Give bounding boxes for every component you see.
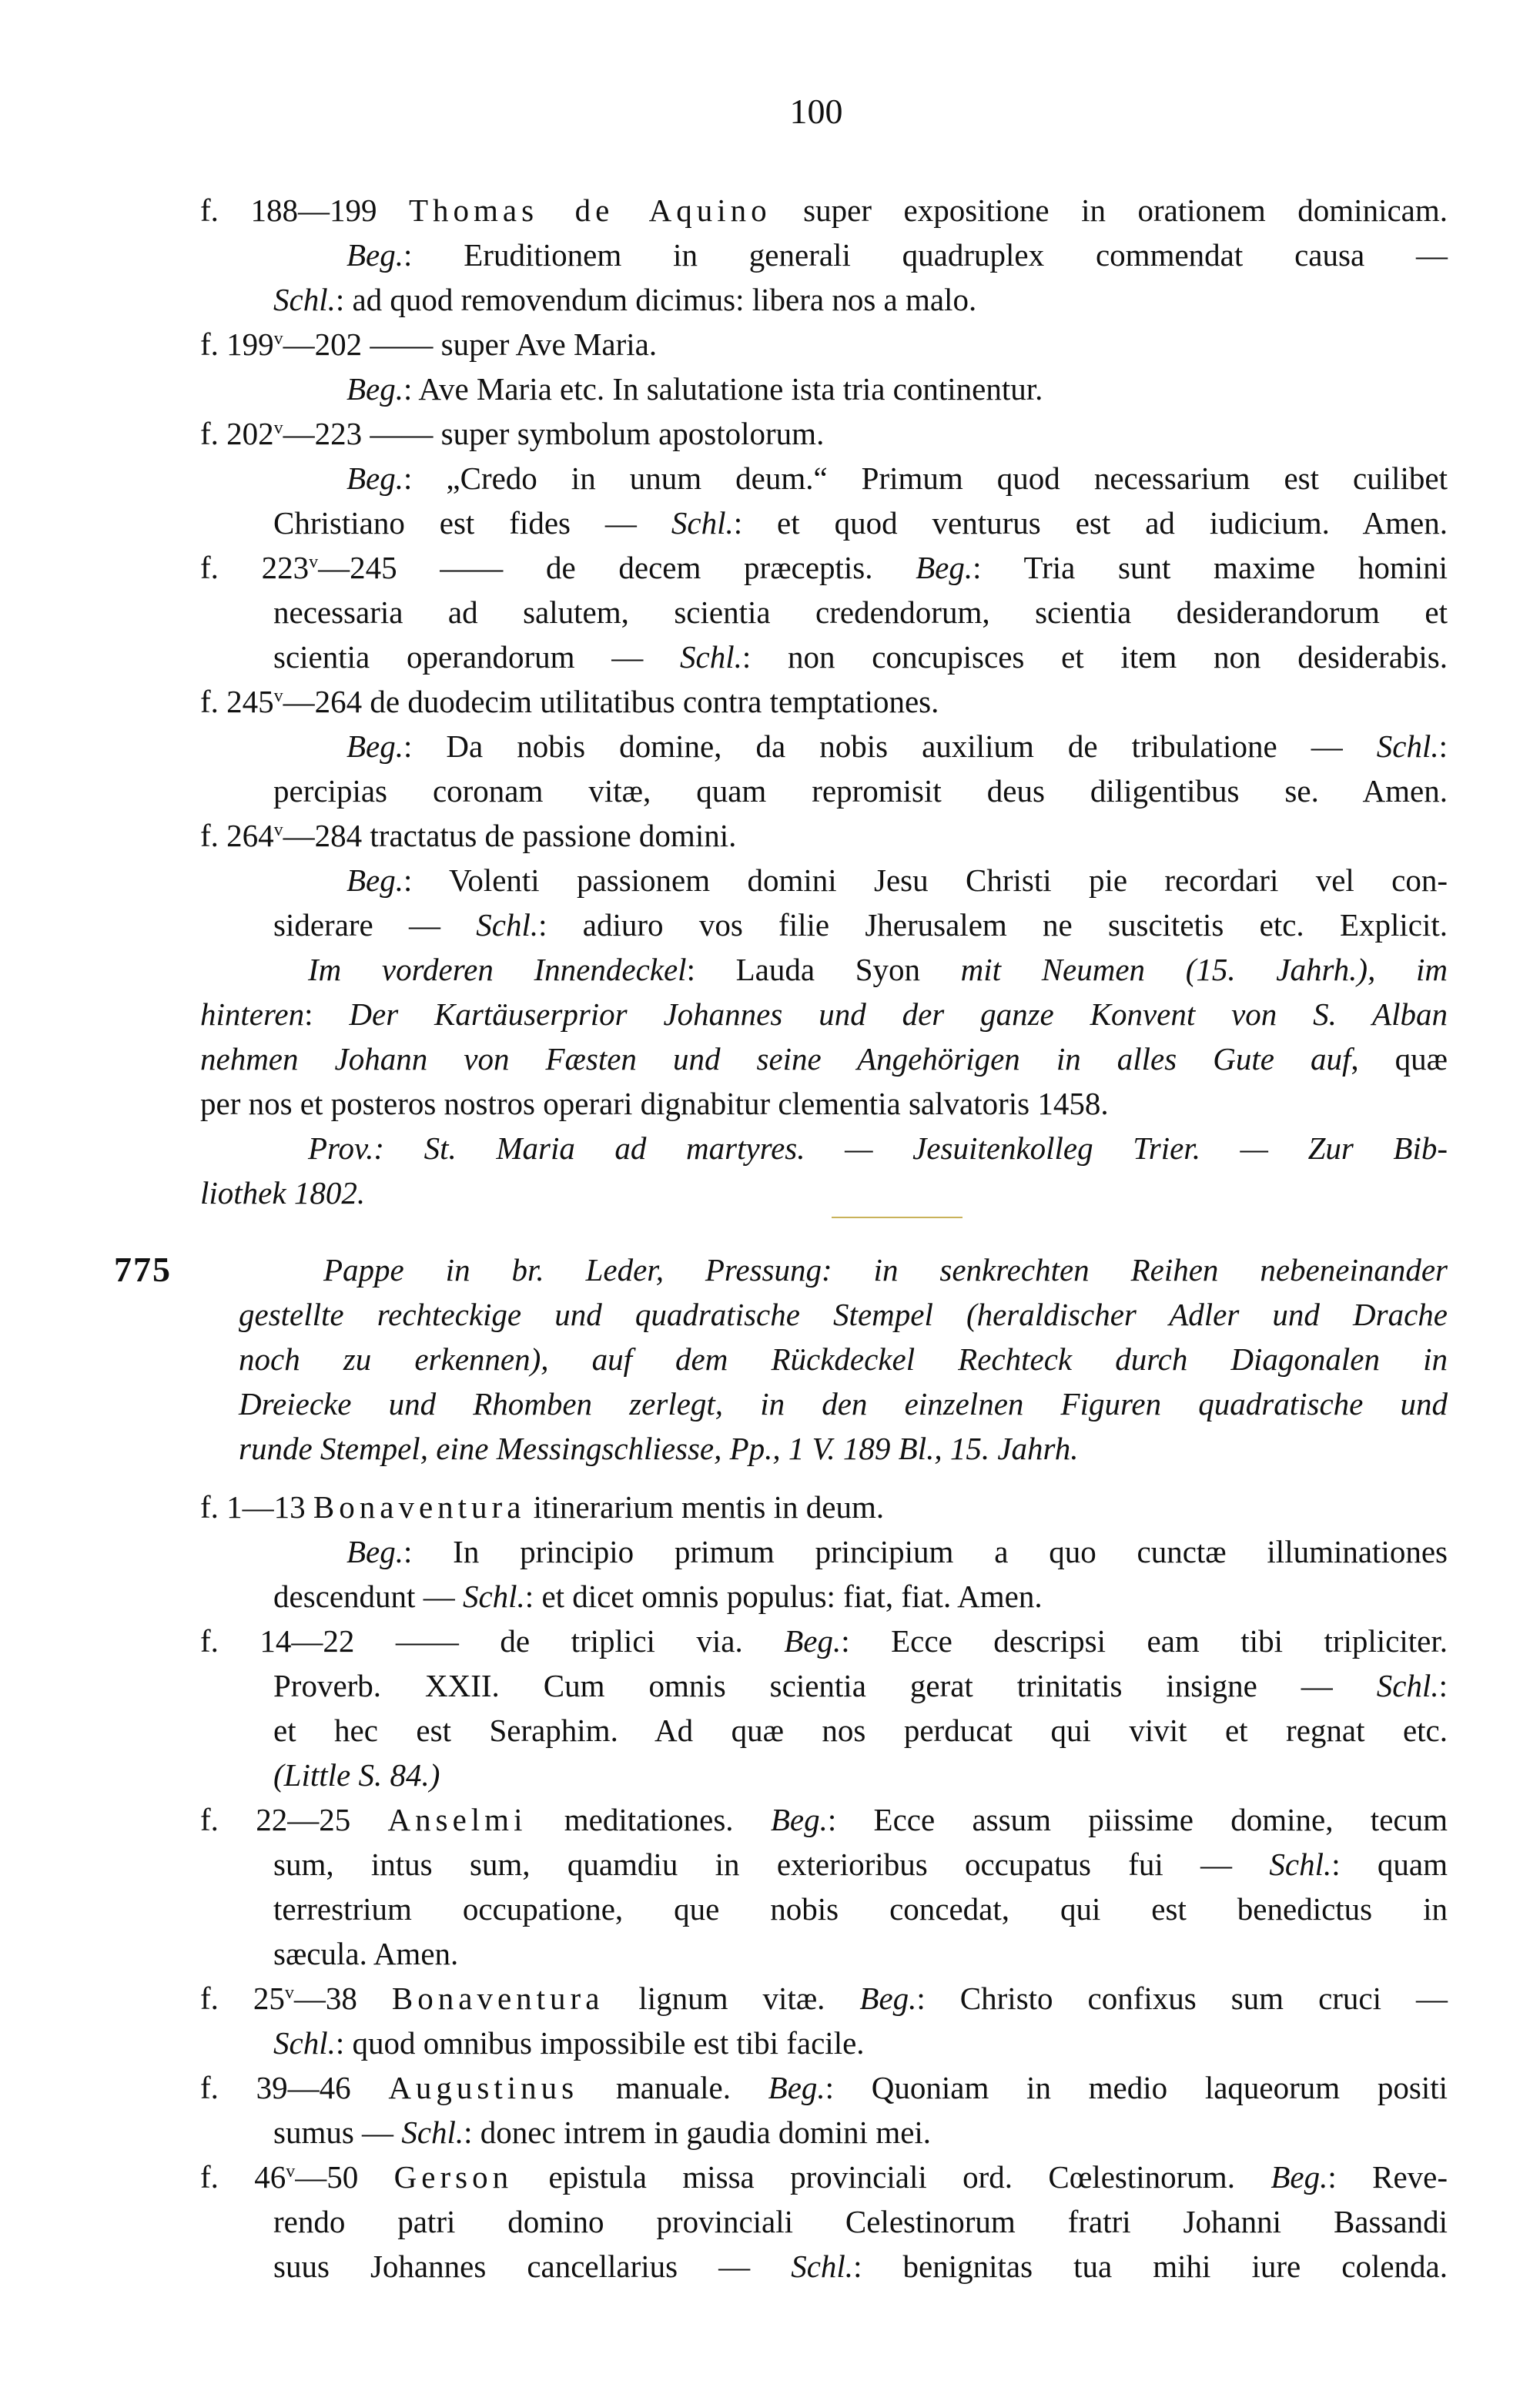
binding-description-line: runde Stempel, eine Messingschliesse, Pp., 1 V. 189 Bl., 15. Jahrh.: [239, 1431, 1079, 1466]
text-line: et hec est Seraphim. Ad quæ nos perducat qui vivit et regnat etc.: [273, 1713, 1448, 1748]
binding-description-line: Dreiecke und Rhomben zerlegt, in den einzelnen Figuren quadratische und: [239, 1386, 1448, 1422]
binding-description-line: gestellte rechteckige und quadratische Stempel (heraldischer Adler und Drache: [239, 1297, 1448, 1332]
explicit-line: descendunt — Schl.: et dicet omnis populus: fiat, fiat. Amen.: [273, 1579, 1043, 1614]
explicit-line: scientia operandorum — Schl.: non concupisces et item non desiderabis.: [273, 639, 1448, 675]
binding-description-line: Pappe in br. Leder, Pressung: in senkrechten Reihen nebeneinander: [323, 1252, 1448, 1288]
binding-note-line: Im vorderen Innendeckel: Lauda Syon mit Neumen (15. Jahrh.), im: [308, 952, 1448, 987]
explicit-line: suus Johannes cancellarius — Schl.: benignitas tua mihi iure colenda.: [273, 2249, 1448, 2284]
folio-line: f. 25$^v$—38 Bonaventura lignum vitæ. Beg.: Christo confixus sum cruci —: [200, 1981, 1448, 2016]
entry-number: 775: [114, 1250, 172, 1289]
provenance-line: liothek 1802.: [200, 1175, 366, 1211]
incipit-line: Beg.: Eruditionem in generali quadruplex commendat causa —: [346, 237, 1448, 273]
text-line: necessaria ad salutem, scientia credendorum, scientia desiderandorum et: [273, 594, 1448, 630]
reference-line: (Little S. 84.): [273, 1757, 440, 1793]
incipit-line: Beg.: Ave Maria etc. In salutatione ista tria continentur.: [346, 371, 1043, 407]
folio-line: f. 14—22 —— de triplici via. Beg.: Ecce descripsi eam tibi tripliciter.: [200, 1623, 1448, 1659]
text-line: percipias coronam vitæ, quam repromisit deus diligentibus se. Amen.: [273, 773, 1448, 809]
folio-line: f. 245$^v$—264 de duodecim utilitatibus contra temptationes.: [200, 684, 939, 719]
explicit-line: Proverb. XXII. Cum omnis scientia gerat trinitatis insigne — Schl.:: [273, 1668, 1448, 1703]
binding-note-line: nehmen Johann von Fæsten und seine Angehörigen in alles Gute auf, quæ: [200, 1041, 1448, 1077]
text-line: terrestrium occupatione, que nobis concedat, qui est benedictus in: [273, 1891, 1448, 1927]
incipit-line: Beg.: In principio primum principium a quo cunctæ illuminationes: [346, 1534, 1448, 1569]
folio-line: f. 46$^v$—50 Gerson epistula missa provinciali ord. Cœlestinorum. Beg.: Reve-: [200, 2159, 1448, 2195]
text-line: rendo patri domino provinciali Celestinorum fratri Johanni Bassandi: [273, 2204, 1448, 2239]
folio-line: f. 223$^v$—245 —— de decem præceptis. Beg.: Tria sunt maxime homini: [200, 550, 1448, 585]
folio-line: f. 188—199 Thomas de Aquino super expositione in orationem dominicam.: [200, 193, 1448, 228]
folio-line: f. 199$^v$—202 —— super Ave Maria.: [200, 326, 658, 362]
explicit-line: sumus — Schl.: donec intrem in gaudia domini mei.: [273, 2115, 932, 2150]
explicit-line: Christiano est fides — Schl.: et quod venturus est ad iudicium. Amen.: [273, 505, 1448, 541]
folio-line: f. 264$^v$—284 tractatus de passione domini.: [200, 818, 737, 853]
binding-note-line: hinteren: Der Kartäuserprior Johannes und der ganze Konvent von S. Alban: [200, 996, 1448, 1032]
incipit-line: Beg.: Da nobis domine, da nobis auxilium de tribulatione — Schl.:: [346, 728, 1448, 764]
explicit-line: sum, intus sum, quamdiu in exterioribus occupatus fui — Schl.: quam: [273, 1847, 1448, 1882]
incipit-line: Beg.: „Credo in unum deum.“ Primum quod necessarium est cuilibet: [346, 460, 1448, 496]
explicit-line: Schl.: ad quod removendum dicimus: libera nos a malo.: [273, 282, 977, 317]
page-number: 100: [789, 92, 843, 131]
folio-line: f. 22—25 Anselmi meditationes. Beg.: Ecce assum piissime domine, tecum: [200, 1802, 1448, 1837]
text-line: per nos et posteros nostros operari dignabitur clementia salvatoris 1458.: [200, 1086, 1109, 1121]
provenance-line: Prov.: St. Maria ad martyres. — Jesuitenkolleg Trier. — Zur Bib-: [308, 1130, 1448, 1166]
folio-line: f. 1—13 Bonaventura itinerarium mentis in deum.: [200, 1489, 885, 1525]
binding-description-line: noch zu erkennen), auf dem Rückdeckel Rechteck durch Diagonalen in: [239, 1341, 1448, 1377]
explicit-line: Schl.: quod omnibus impossibile est tibi facile.: [273, 2025, 865, 2061]
explicit-line: siderare — Schl.: adiuro vos filie Jherusalem ne suscitetis etc. Explicit.: [273, 907, 1448, 943]
section-divider: [832, 1217, 962, 1218]
folio-line: f. 39—46 Augustinus manuale. Beg.: Quoniam in medio laqueorum positi: [200, 2070, 1448, 2105]
folio-line: f. 202$^v$—223 —— super symbolum apostolorum.: [200, 416, 825, 451]
incipit-line: Beg.: Volenti passionem domini Jesu Christi pie recordari vel con-: [346, 862, 1448, 898]
text-line: sæcula. Amen.: [273, 1936, 459, 1971]
